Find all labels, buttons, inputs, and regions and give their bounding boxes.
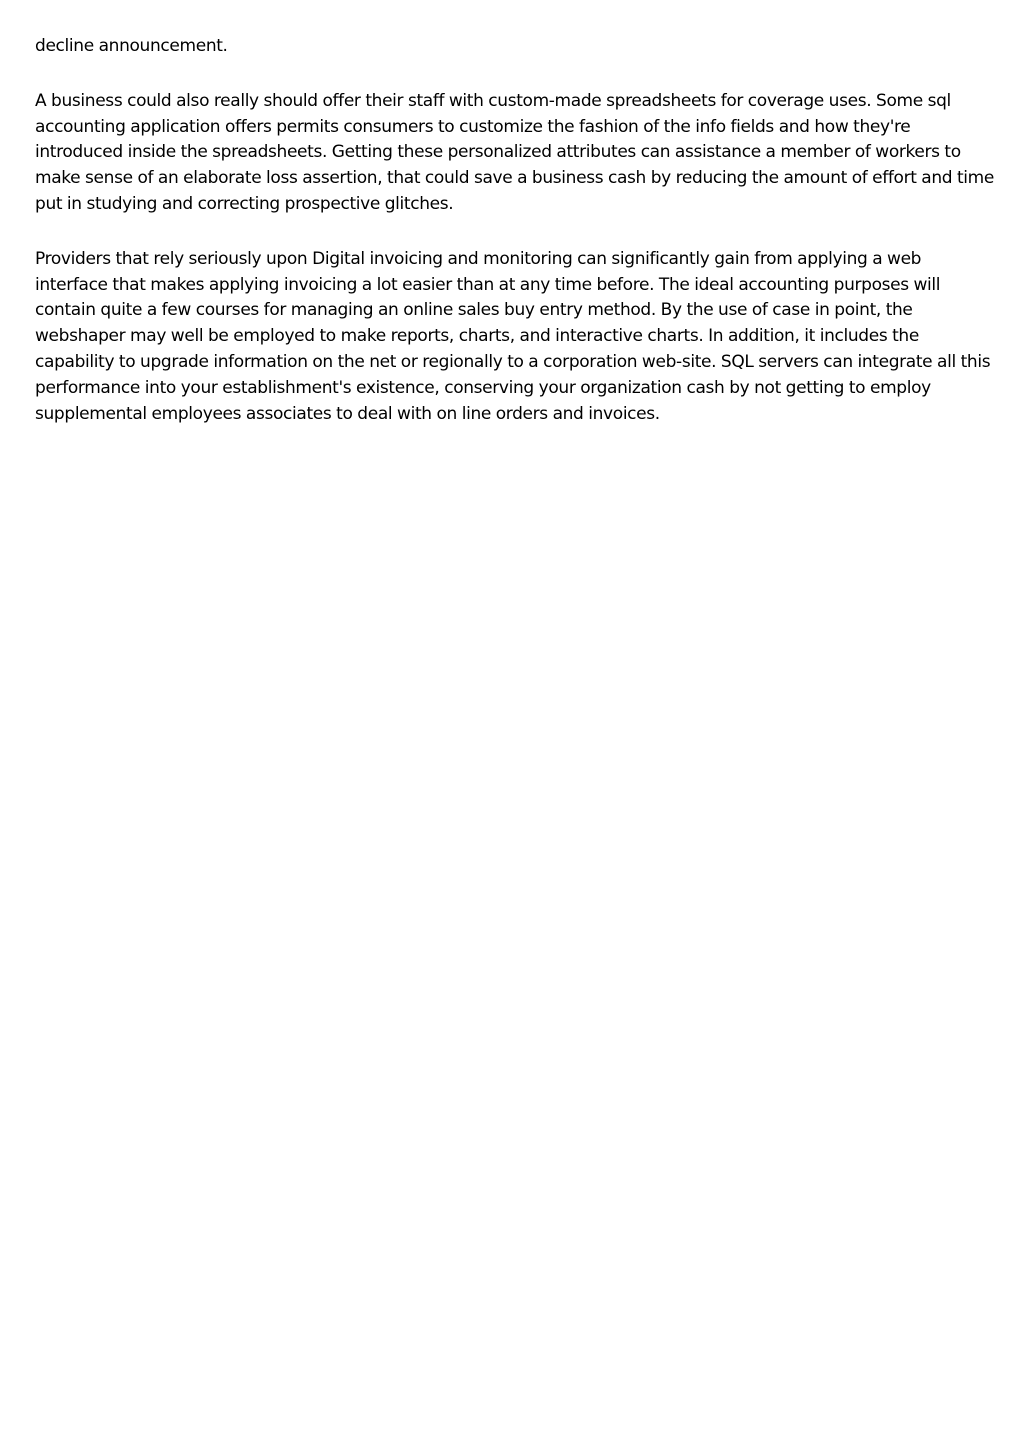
document-body xyxy=(35,34,995,456)
paragraph-digital-invoicing: Providers that rely seriously upon Digital invoicing and monitoring can significantly gain from applying a web interface that makes applying invoicing a lot easier than at any time before. The ideal accounting purposes will contain quite a few courses for managing an online sales buy entry method. By the use of case in point, the webshaper may well be employed to make reports, charts, and interactive charts. In addition, it includes the capability to upgrade information on the net or regionally to a corporation web-site. SQL servers can integrate all this performance into your establishment's existence, conserving your organization cash by not getting to employ supplemental employees associates to deal with on line orders and invoices. xyxy=(35,248,991,424)
paragraph-continuation: decline announcement. xyxy=(35,36,228,56)
paragraph-custom-spreadsheets: A business could also really should offer their staff with custom-made spreadsheets for coverage uses. Some sql accounting application offers permits consumers to customize the fashion of the info fields and how they're introduced inside the spreadsheets. Getting these personalized attributes can assistance a member of workers to make sense of an elaborate loss assertion, that could save a business cash by reducing the amount of effort and time put in studying and correcting prospective glitches. xyxy=(35,90,994,214)
